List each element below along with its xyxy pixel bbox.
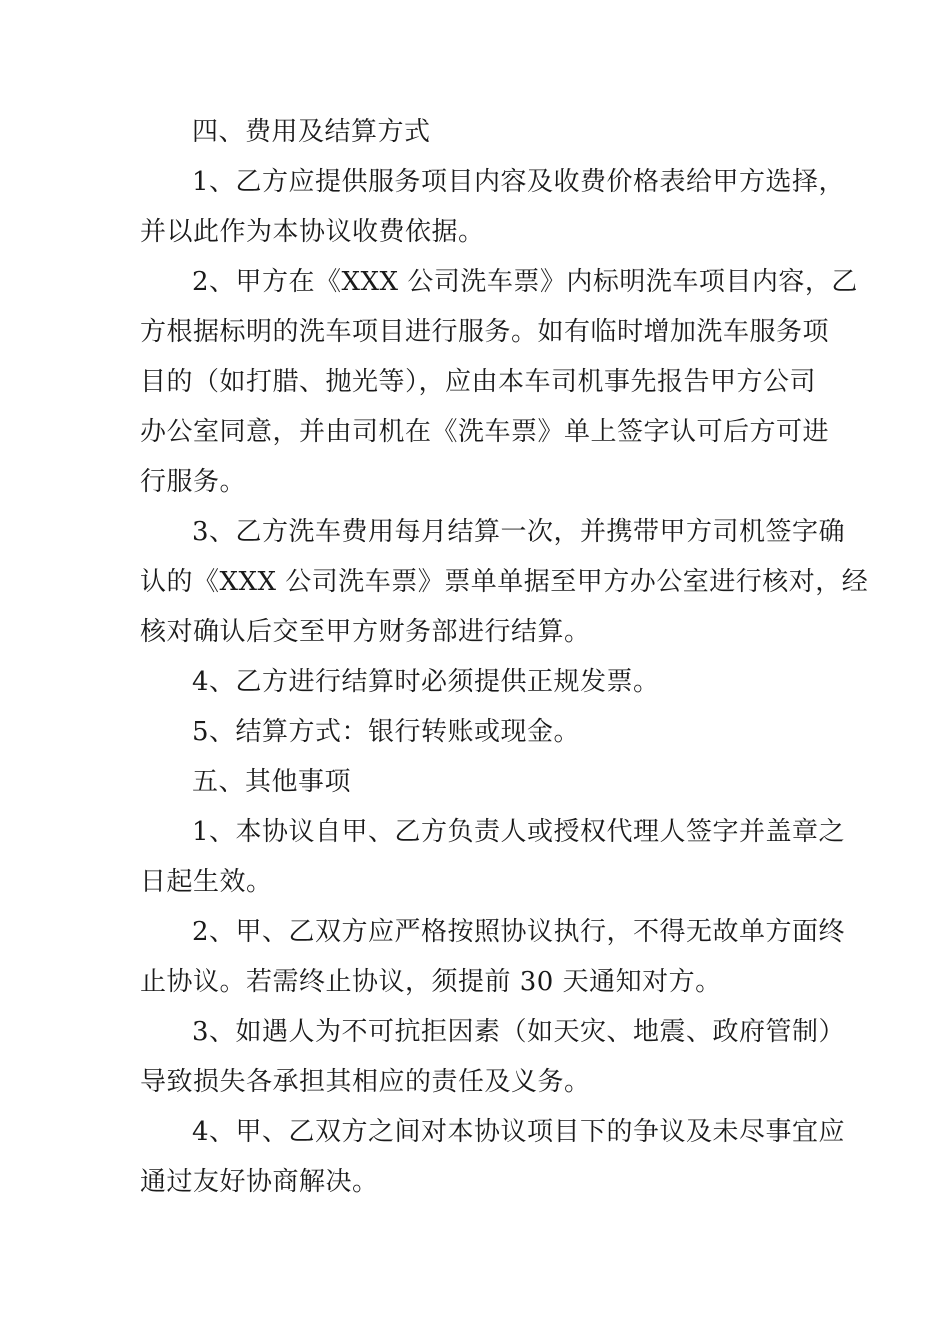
paragraph-line: 日起生效。: [140, 867, 273, 897]
paragraph-line: 目的（如打腊、抛光等），应由本车司机事先报告甲方公司: [140, 367, 817, 397]
paragraph-line: 3、乙方洗车费用每月结算一次，并携带甲方司机签字确: [192, 517, 846, 547]
paragraph-line: 行服务。: [140, 467, 247, 497]
paragraph-line: 认的《XXX 公司洗车票》票单单据至甲方办公室进行核对，经: [140, 567, 869, 597]
paragraph-line: 3、如遇人为不可抗拒因素（如天灾、地震、政府管制）: [192, 1017, 846, 1047]
paragraph-line: 2、甲方在《XXX 公司洗车票》内标明洗车项目内容，乙: [192, 267, 858, 297]
paragraph-line: 导致损失各承担其相应的责任及义务。: [140, 1067, 591, 1097]
paragraph-line: 1、本协议自甲、乙方负责人或授权代理人签字并盖章之: [192, 817, 846, 847]
paragraph-line: 并以此作为本协议收费依据。: [140, 217, 485, 247]
paragraph-line: 1、乙方应提供服务项目内容及收费价格表给甲方选择，: [192, 167, 846, 197]
paragraph-line: 4、乙方进行结算时必须提供正规发票。: [192, 667, 660, 697]
paragraph-line: 通过友好协商解决。: [140, 1167, 379, 1197]
section-heading-other: 五、其他事项: [192, 767, 352, 797]
paragraph-line: 2、甲、乙双方应严格按照协议执行，不得无故单方面终: [192, 917, 846, 947]
paragraph-line: 4、甲、乙双方之间对本协议项目下的争议及未尽事宜应: [192, 1117, 846, 1147]
paragraph-line: 核对确认后交至甲方财务部进行结算。: [140, 617, 591, 647]
paragraph-line: 方根据标明的洗车项目进行服务。如有临时增加洗车服务项: [140, 317, 830, 347]
section-heading-fees: 四、费用及结算方式: [192, 117, 431, 147]
paragraph-line: 办公室同意，并由司机在《洗车票》单上签字认可后方可进: [140, 417, 830, 447]
paragraph-line: 5、结算方式：银行转账或现金。: [192, 717, 581, 747]
paragraph-line: 止协议。若需终止协议，须提前 30 天通知对方。: [140, 967, 722, 997]
